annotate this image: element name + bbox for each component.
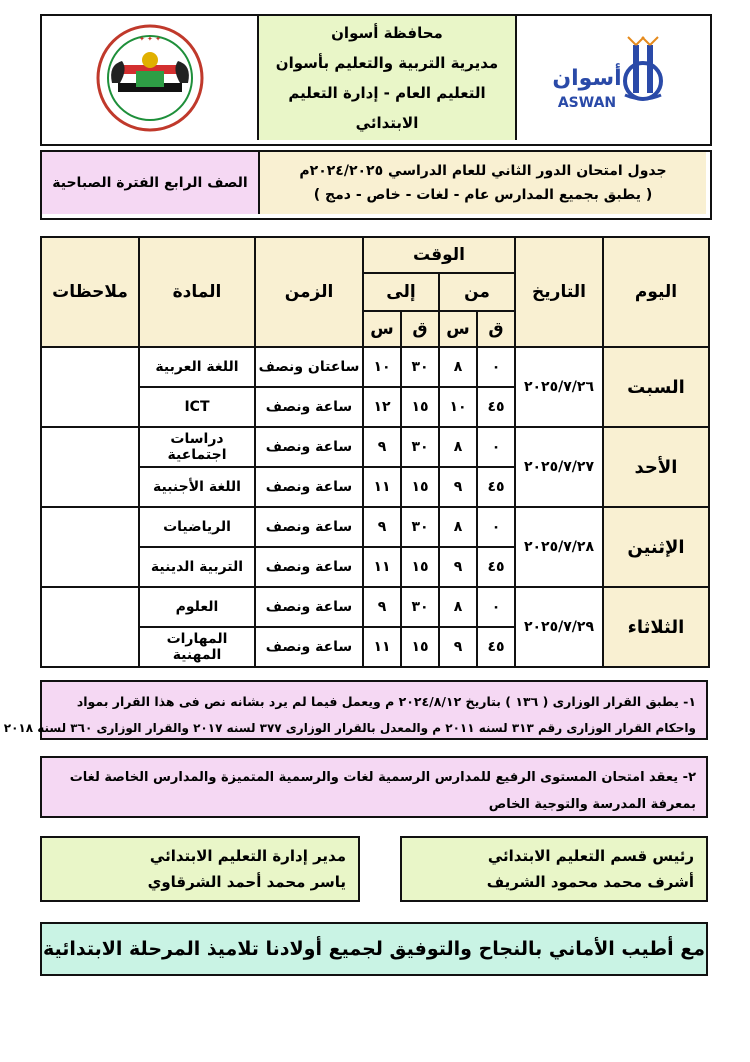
date-cell: ٢٠٢٥/٧/٢٦ [515, 347, 603, 427]
from-hours-cell: ٨ [439, 427, 477, 467]
to-minutes-cell: ٣٠ [401, 347, 439, 387]
governorate-label: محافظة أسوان [331, 24, 443, 42]
signature-title: رئيس قسم التعليم الابتدائي [487, 847, 694, 865]
grade-label: الصف الرابع الفترة الصباحية [52, 175, 248, 191]
note-2 [40, 756, 708, 818]
to-hours-cell: ٩ [363, 427, 401, 467]
exam-title: جدول امتحان الدور الثاني للعام الدراسي ٢٠٢٤/٢٠٢٥م [299, 163, 667, 179]
signature-primary-head [400, 836, 708, 902]
header-from-hours: س [439, 311, 477, 347]
note-1-line-1: ١- يطبق القرار الوزارى ( ١٣٦ ) بتاريخ ٢٠٢٤/٨/١٢ م ويعمل فيما لم يرد بشانه نص فى هذا القرار بمواد [76, 694, 696, 709]
header-titles [257, 16, 517, 140]
notes-cell [41, 347, 139, 427]
from-minutes-cell: ٤٥ [477, 547, 515, 587]
grade-panel [42, 152, 260, 214]
from-minutes-cell: ٠ [477, 427, 515, 467]
duration-cell: ساعة ونصف [255, 587, 363, 627]
table-row [41, 347, 709, 387]
ministry-logo-panel [42, 16, 257, 140]
duration-cell: ساعة ونصف [255, 427, 363, 467]
to-hours-cell: ٩ [363, 507, 401, 547]
from-minutes-cell: ٠ [477, 587, 515, 627]
to-minutes-cell: ١٥ [401, 547, 439, 587]
duration-cell: ساعة ونصف [255, 547, 363, 587]
table-row [41, 587, 709, 627]
aswan-logo-latin: ASWAN [557, 95, 616, 111]
date-cell: ٢٠٢٥/٧/٢٧ [515, 427, 603, 507]
svg-text:✦ ✦ ✦: ✦ ✦ ✦ [138, 35, 161, 43]
department-label: التعليم العام - إدارة التعليم الابتدائي [288, 84, 486, 132]
note-1 [3, 680, 708, 740]
header-to: إلى [363, 273, 439, 311]
to-minutes-cell: ١٥ [401, 387, 439, 427]
subject-cell: الرياضيات [139, 507, 255, 547]
to-hours-cell: ١١ [363, 627, 401, 667]
exam-scope: ( يطبق بجميع المدارس عام - لغات - خاص - دمج ) [313, 187, 653, 203]
directorate-label: مديرية التربية والتعليم بأسوان [275, 54, 499, 72]
signature-name: ياسر محمد أحمد الشرقاوي [147, 873, 346, 891]
date-cell: ٢٠٢٥/٧/٢٩ [515, 587, 603, 667]
signature-director [40, 836, 360, 902]
duration-cell: ساعة ونصف [255, 467, 363, 507]
subject-cell: اللغة العربية [139, 347, 255, 387]
exam-schedule-table [40, 236, 710, 668]
from-minutes-cell: ٠ [477, 507, 515, 547]
subject-cell: دراسات اجتماعية [139, 427, 255, 467]
day-cell: السبت [603, 347, 709, 427]
header-to-minutes: ق [401, 311, 439, 347]
from-hours-cell: ١٠ [439, 387, 477, 427]
table-row [41, 427, 709, 467]
header-date: التاريخ [515, 237, 603, 347]
to-hours-cell: ١١ [363, 547, 401, 587]
signature-title: مدير إدارة التعليم الابتدائي [149, 847, 346, 865]
header-subject: المادة [139, 237, 255, 347]
closing-message: مع أطيب الأماني بالنجاح والتوفيق لجميع أولادنا تلاميذ المرحلة الابتدائية [40, 922, 708, 976]
to-minutes-cell: ٣٠ [401, 507, 439, 547]
header-to-hours: س [363, 311, 401, 347]
duration-cell: ساعة ونصف [255, 387, 363, 427]
to-minutes-cell: ٣٠ [401, 587, 439, 627]
duration-cell: ساعتان ونصف [255, 347, 363, 387]
notes-cell [41, 507, 139, 587]
date-cell: ٢٠٢٥/٧/٢٨ [515, 507, 603, 587]
from-hours-cell: ٩ [439, 467, 477, 507]
subject-cell: ICT [139, 387, 255, 427]
header-duration: الزمن [255, 237, 363, 347]
title-band [40, 150, 712, 220]
subject-cell: المهارات المهنية [139, 627, 255, 667]
from-hours-cell: ٨ [439, 587, 477, 627]
aswan-logo [537, 33, 687, 123]
from-hours-cell: ٩ [439, 547, 477, 587]
from-hours-cell: ٨ [439, 507, 477, 547]
header-notes: ملاحظات [41, 237, 139, 347]
header-box [40, 14, 712, 146]
note-1-line-2: واحكام القرار الوزارى رقم ٣١٣ لسنه ٢٠١١ م والمعدل بالقرار الوزارى ٣٧٧ لسنه ٢٠١٧ والقرار الوزارى ٣٦٠ لسنه ٢٠١٨ [3, 721, 696, 735]
duration-cell: ساعة ونصف [255, 627, 363, 667]
day-cell: الأحد [603, 427, 709, 507]
education-emblem-logo [90, 23, 210, 133]
signature-name: أشرف محمد محمود الشريف [486, 873, 694, 891]
from-minutes-cell: ٤٥ [477, 387, 515, 427]
day-cell: الإثنين [603, 507, 709, 587]
to-hours-cell: ١٠ [363, 347, 401, 387]
header-time: الوقت [363, 237, 515, 273]
from-hours-cell: ٨ [439, 347, 477, 387]
subject-cell: العلوم [139, 587, 255, 627]
note-2-line-1: ٢- يعقد امتحان المستوى الرفيع للمدارس الرسمية لغات والرسمية المتميزة والمدارس الخاصة لغات [69, 770, 696, 785]
from-hours-cell: ٩ [439, 627, 477, 667]
header-from-minutes: ق [477, 311, 515, 347]
to-minutes-cell: ١٥ [401, 627, 439, 667]
from-minutes-cell: ٠ [477, 347, 515, 387]
note-2-line-2: بمعرفة المدرسة والتوجية الخاص [488, 797, 696, 812]
notes-cell [41, 427, 139, 507]
from-minutes-cell: ٤٥ [477, 467, 515, 507]
subject-cell: التربية الدينية [139, 547, 255, 587]
header-from: من [439, 273, 515, 311]
from-minutes-cell: ٤٥ [477, 627, 515, 667]
aswan-logo-panel [517, 16, 706, 140]
to-hours-cell: ١١ [363, 467, 401, 507]
day-cell: الثلاثاء [603, 587, 709, 667]
to-hours-cell: ٩ [363, 587, 401, 627]
notes-cell [41, 587, 139, 667]
to-minutes-cell: ٣٠ [401, 427, 439, 467]
exam-title-panel [260, 152, 706, 214]
to-hours-cell: ١٢ [363, 387, 401, 427]
header-day: اليوم [603, 237, 709, 347]
table-row [41, 507, 709, 547]
to-minutes-cell: ١٥ [401, 467, 439, 507]
duration-cell: ساعة ونصف [255, 507, 363, 547]
subject-cell: اللغة الأجنبية [139, 467, 255, 507]
aswan-logo-text: أسوان [551, 66, 622, 91]
